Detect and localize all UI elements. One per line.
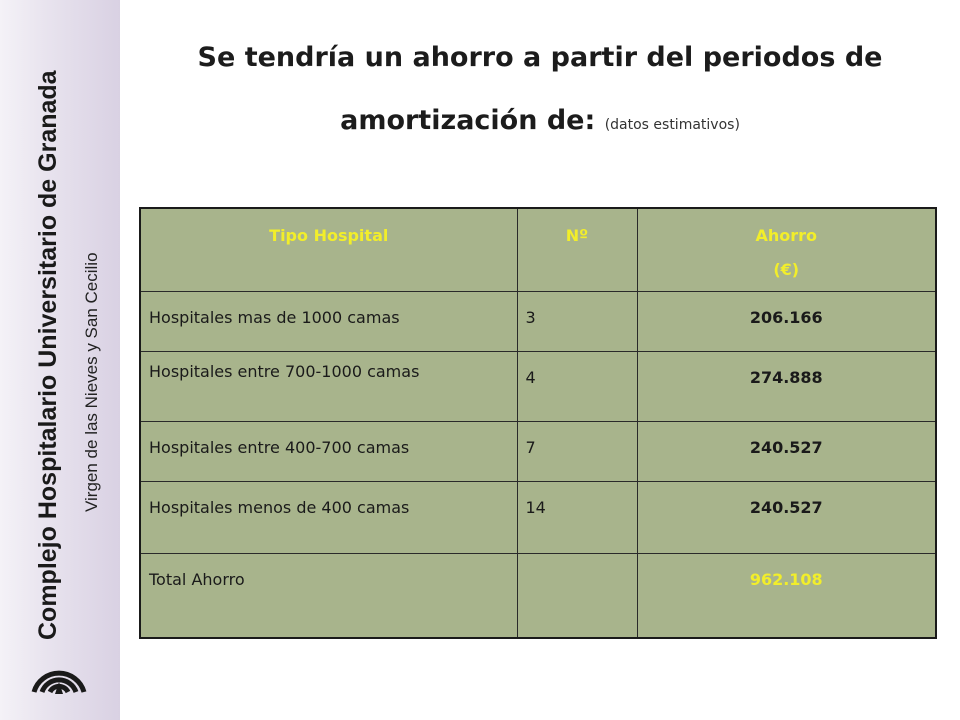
slide-title-line1: Se tendría un ahorro a partir del periodos de (197, 42, 883, 73)
table-total-row (140, 554, 936, 639)
savings-table (139, 207, 937, 639)
cell-ahorro: 240.527 (637, 482, 936, 554)
table-row (140, 352, 936, 422)
header-numero: Nº (517, 208, 637, 292)
header-ahorro (637, 208, 936, 292)
cell-tipo: Total Ahorro (140, 554, 517, 639)
cell-tipo: Hospitales entre 400-700 camas (140, 422, 517, 482)
table-row (140, 422, 936, 482)
estimate-note: (datos estimativos) (604, 117, 740, 133)
institution-subtitle: Virgen de las Nieves y San Cecilio (82, 252, 101, 512)
slide-title-line2 (120, 105, 960, 136)
cell-tipo: Hospitales mas de 1000 camas (140, 292, 517, 352)
cell-num: 3 (517, 292, 637, 352)
cell-ahorro: 274.888 (637, 352, 936, 422)
cell-num: 4 (517, 352, 637, 422)
cell-num: 14 (517, 482, 637, 554)
junta-de-andalucia-arcs-icon (28, 652, 90, 700)
header-tipo-hospital: Tipo Hospital (140, 208, 517, 292)
institution-title: Complejo Hospitalario Universitario de Granada (34, 70, 62, 640)
sidebar (0, 0, 120, 720)
cell-num (517, 554, 637, 639)
header-ahorro-unit: (€) (773, 260, 800, 279)
cell-tipo: Hospitales menos de 400 camas (140, 482, 517, 554)
cell-tipo: Hospitales entre 700-1000 camas (140, 352, 517, 422)
cell-num: 7 (517, 422, 637, 482)
cell-ahorro: 240.527 (637, 422, 936, 482)
cell-total-ahorro: 962.108 (637, 554, 936, 639)
cell-ahorro: 206.166 (637, 292, 936, 352)
header-ahorro-label: Ahorro (755, 226, 818, 245)
table-row (140, 482, 936, 554)
slide-title-main: amortización de: (340, 105, 596, 136)
table-row (140, 292, 936, 352)
table-header-row (140, 208, 936, 292)
